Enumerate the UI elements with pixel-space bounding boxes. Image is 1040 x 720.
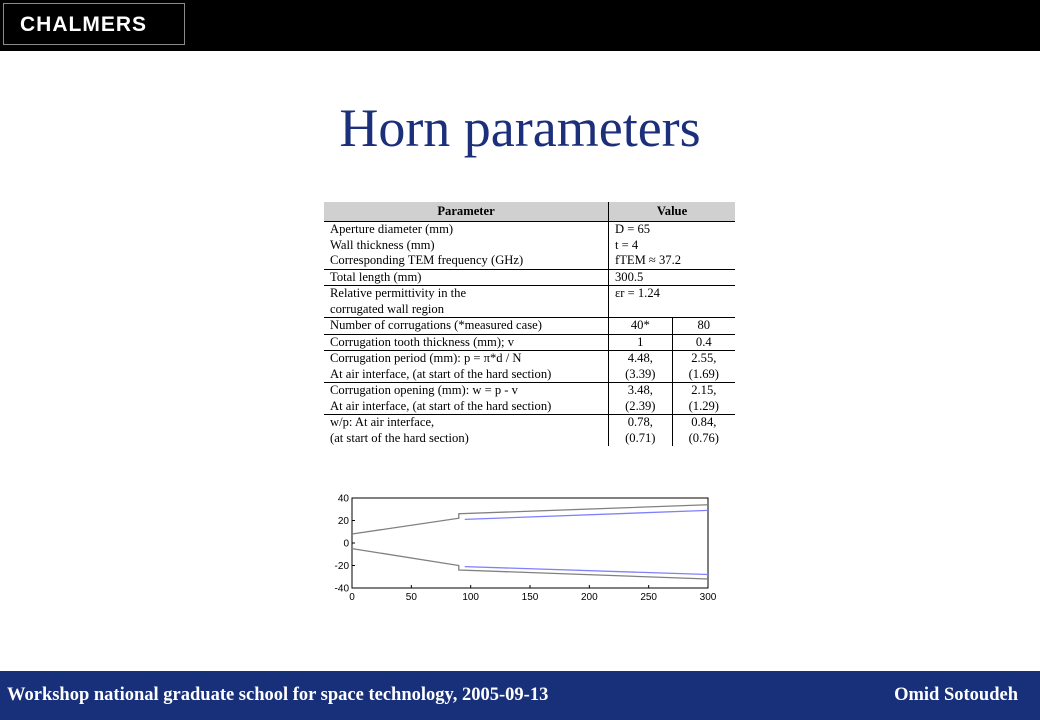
table-row	[324, 286, 735, 318]
value-cell-40	[609, 334, 673, 351]
parameter-cell	[324, 318, 609, 335]
series-line-3	[465, 567, 708, 575]
parameter-cell	[324, 222, 609, 270]
parameter-text: (at start of the hard section)	[330, 430, 469, 445]
parameter-text: Total length (mm)	[330, 269, 422, 284]
parameter-table	[324, 202, 735, 446]
parameter-text: Corrugation tooth thickness (mm); v	[330, 334, 514, 349]
value-cell-80	[672, 415, 735, 447]
value-text: (2.39)	[625, 398, 656, 413]
value-cell-80	[672, 334, 735, 351]
value-text: 80	[697, 318, 711, 332]
value-text: t = 4	[615, 237, 639, 252]
table-row	[324, 383, 735, 415]
y-tick-label: 40	[337, 493, 349, 505]
parameter-text: Corrugation opening (mm): w = p - v	[330, 383, 518, 397]
value-text: 2.15,	[691, 383, 717, 397]
value-cell	[609, 222, 736, 270]
value-text: (1.29)	[688, 398, 720, 413]
parameter-cell	[324, 286, 609, 318]
value-text: fTEM ≈ 37.2	[615, 253, 682, 267]
value-text: 0.78,	[627, 415, 653, 429]
value-cell-80	[672, 351, 735, 383]
value-text: 4.48,	[627, 351, 653, 365]
x-tick-label: 200	[580, 592, 598, 603]
value-cell-40	[609, 415, 673, 447]
parameter-text: Corresponding TEM frequency (GHz)	[330, 253, 524, 267]
value-cell-40	[609, 383, 673, 415]
table-header-parameter: Parameter	[324, 202, 609, 222]
table-row	[324, 222, 735, 270]
footer-bar	[0, 671, 1040, 720]
value-text: D = 65	[615, 222, 651, 236]
parameter-cell	[324, 415, 609, 447]
value-cell-80	[672, 383, 735, 415]
x-tick-label: 0	[349, 592, 355, 603]
top-bar	[0, 0, 1040, 51]
parameter-text: At air interface, (at start of the hard section)	[330, 366, 552, 381]
y-tick-label: 20	[337, 516, 349, 527]
logo-text: CHALMERS	[20, 13, 147, 36]
value-text: 3.48,	[627, 383, 653, 397]
value-cell-40	[609, 318, 673, 335]
slide-title: Horn parameters	[339, 98, 701, 158]
parameter-text: Aperture diameter (mm)	[330, 222, 454, 236]
chalmers-logo	[3, 3, 185, 45]
series-line-0	[352, 505, 708, 534]
value-text: 2.55,	[691, 351, 717, 365]
value-text: 300.5	[615, 269, 644, 284]
parameter-text: At air interface, (at start of the hard section)	[330, 398, 552, 413]
parameter-cell	[324, 334, 609, 351]
parameter-text: corrugated wall region	[330, 301, 444, 316]
parameter-text: w/p: At air interface,	[330, 415, 435, 429]
y-tick-label: -20	[334, 561, 349, 572]
table-row	[324, 269, 735, 286]
x-tick-label: 50	[405, 592, 417, 603]
parameter-text: Corrugation period (mm): p = π*d / N	[330, 351, 522, 365]
value-cell	[609, 269, 736, 286]
parameter-cell	[324, 269, 609, 286]
table-row	[324, 334, 735, 351]
parameter-text: Wall thickness (mm)	[330, 237, 435, 252]
value-text: (0.71)	[625, 430, 656, 445]
table-header-value: Value	[609, 202, 736, 222]
footer-event: Workshop national graduate school for space technology, 2005-09-13	[7, 685, 549, 705]
value-text: 0.4	[695, 334, 712, 349]
horn-profile-chart	[322, 490, 722, 604]
x-tick-label: 300	[699, 592, 717, 603]
parameter-table-figure	[324, 202, 735, 473]
value-text: 1	[637, 334, 644, 349]
table-row	[324, 318, 735, 335]
value-text: 0.84,	[691, 415, 717, 429]
value-cell-40	[609, 351, 673, 383]
x-tick-label: 100	[462, 592, 480, 603]
value-cell-80	[672, 318, 735, 335]
table-row	[324, 415, 735, 447]
value-cell	[609, 286, 736, 318]
x-tick-label: 250	[640, 592, 658, 603]
parameter-cell	[324, 351, 609, 383]
series-line-1	[352, 549, 708, 579]
y-tick-label: -40	[334, 583, 349, 595]
value-text: (1.69)	[688, 366, 720, 381]
table-header-row	[324, 202, 735, 222]
footer-author: Omid Sotoudeh	[894, 685, 1018, 705]
value-text: (0.76)	[688, 430, 720, 445]
parameter-text: Number of corrugations (*measured case)	[330, 318, 542, 332]
y-tick-label: 0	[343, 538, 349, 550]
value-text: (3.39)	[625, 366, 656, 381]
parameter-cell	[324, 383, 609, 415]
parameter-text: Relative permittivity in the	[330, 286, 467, 300]
x-tick-label: 150	[521, 592, 539, 603]
table-row	[324, 351, 735, 383]
value-text: εr = 1.24	[615, 286, 660, 300]
value-text: 40*	[630, 318, 650, 332]
